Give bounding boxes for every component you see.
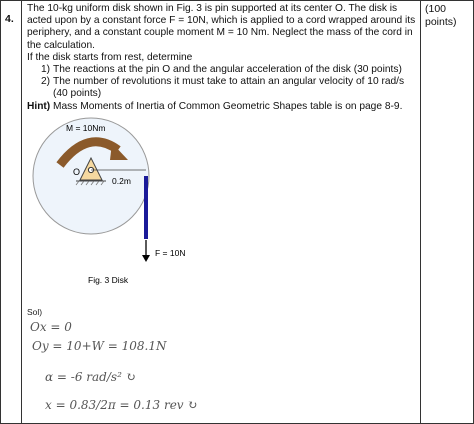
- hint: Hint) Mass Moments of Inertia of Common Geometric Shapes table is on page 8-9.: [27, 100, 403, 112]
- statement-line: acted upon by a constant force F = 10N, which is applied to a cord wrapped around its: [27, 15, 416, 27]
- question-item: 2) The number of revolutions it must take to attain an angular velocity of 10 rad/s: [41, 76, 405, 88]
- statement-line: If the disk starts from rest, determine: [27, 51, 193, 63]
- question-item: 1) The reactions at the pin O and the angular acceleration of the disk (30 points): [41, 64, 402, 76]
- solution-line-1: Ox = 0: [30, 320, 72, 334]
- cord: [144, 176, 148, 239]
- radius-label: 0.2m: [112, 176, 131, 186]
- problem-number: 4.: [5, 13, 14, 25]
- solution-label: Sol): [27, 307, 43, 317]
- solution-line-2: Oy = 10+W = 108.1N: [32, 339, 167, 353]
- force-arrowhead-icon: [142, 255, 150, 262]
- statement-line: the calculation.: [27, 39, 95, 51]
- figure-caption: Fig. 3 Disk: [88, 275, 129, 285]
- solution-line-4: x = 0.83/2π = 0.13 rev ↻: [45, 398, 198, 412]
- statement-line: periphery, and a constant couple moment M = 10 Nm. Neglect the mass of the cord in: [27, 27, 413, 39]
- moment-label: M = 10Nm: [66, 123, 106, 133]
- points-line-2: points): [425, 16, 457, 28]
- pin-label: O: [73, 167, 81, 177]
- statement-line: The 10-kg uniform disk shown in Fig. 3 is pin supported at its center O. The disk is: [27, 3, 398, 14]
- question-item: (40 points): [53, 88, 102, 100]
- force-label: F = 10N: [155, 248, 186, 258]
- solution-line-3: α = -6 rad/s² ↻: [45, 370, 136, 384]
- points-line-1: (100: [425, 3, 447, 15]
